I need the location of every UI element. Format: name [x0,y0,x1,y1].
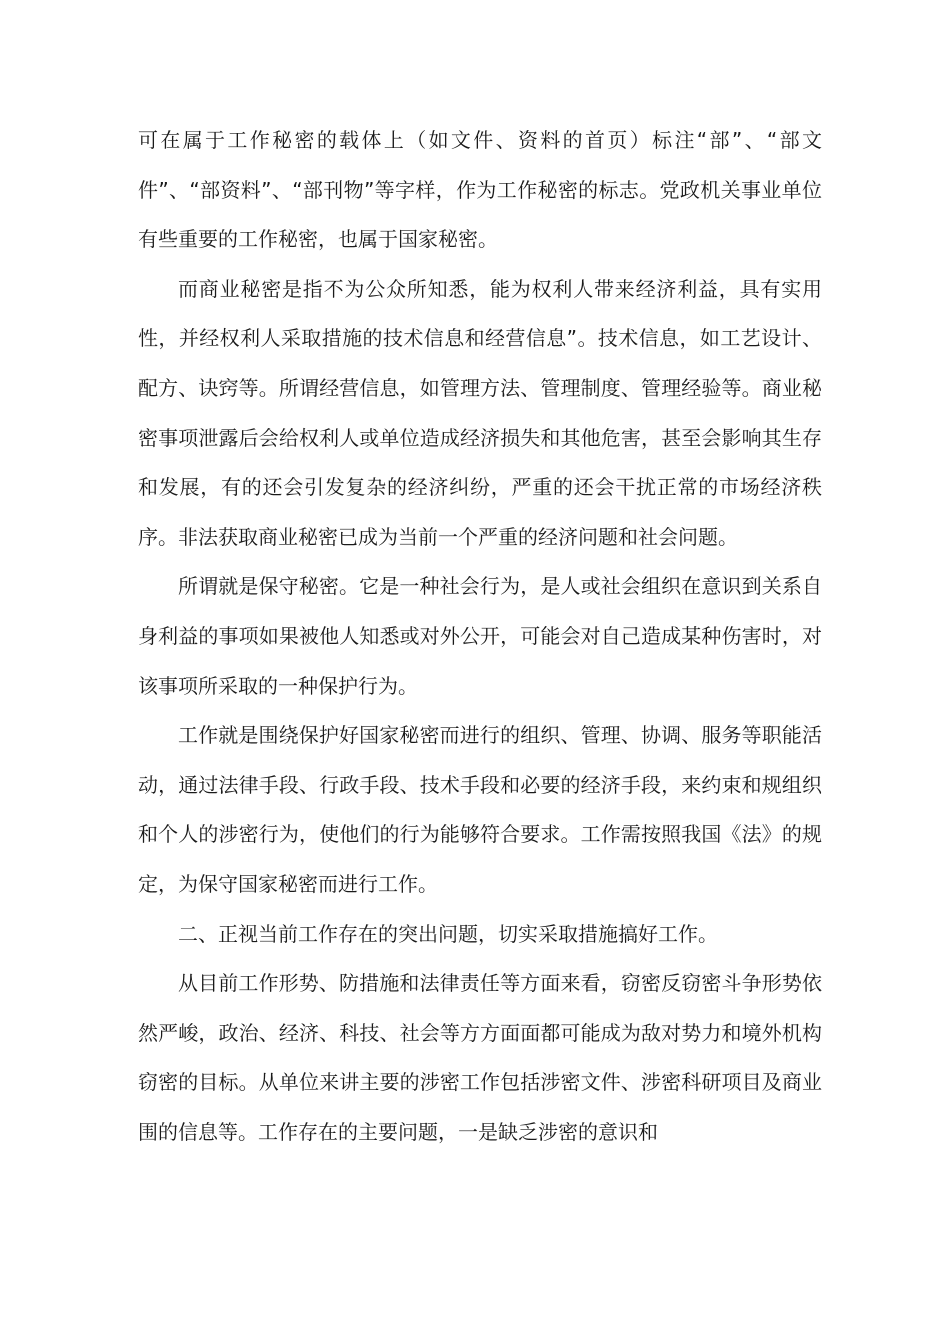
section-heading: 二、正视当前工作存在的突出问题，切实采取措施搞好工作。 [178,921,718,946]
paragraph-work-definition: 工作就是围绕保护好国家秘密而进行的组织、管理、协调、服务等职能活动，通过法律手段、行政手段、技术手段和必要的经济手段，来约束和规组织和个人的涉密行为，使他们的行为能够符合要求。工作需按照我国《法》的规定，为保守国家秘密而进行工作。 [138,723,822,896]
paragraph-current-situation: 从目前工作形势、防措施和法律责任等方面来看，窃密反窃密斗争形势依然严峻，政治、经济、科技、社会等方方面面都可能成为敌对势力和境外机构窃密的目标。从单位来讲主要的涉密工作包括涉密文件、涉密科研项目及商业围的信息等。工作存在的主要问题，一是缺乏涉密的意识和 [138,971,822,1144]
paragraph-confidentiality-definition: 所谓就是保守秘密。它是一种社会行为，是人或社会组织在意识到关系自身利益的事项如果被他人知悉或对外公开，可能会对自己造成某种伤害时，对该事项所采取的一种保护行为。 [138,574,822,698]
paragraph-continuation: 可在属于工作秘密的载体上（如文件、资料的首页）标注“部”、“部文件”、“部资料”、“部刊物”等字样，作为工作秘密的标志。党政机关事业单位有些重要的工作秘密，也属于国家秘密。 [138,128,822,252]
paragraph-trade-secret: 而商业秘密是指不为公众所知悉，能为权利人带来经济利益，具有实用性，并经权利人采取措施的技术信息和经营信息”。技术信息，如工艺设计、配方、诀窍等。所谓经营信息，如管理方法、管理制度、管理经验等。商业秘密事项泄露后会给权利人或单位造成经济损失和其他危害，甚至会影响其生存和发展，有的还会引发复杂的经济纠纷，严重的还会干扰正常的市场经济秩序。非法获取商业秘密已成为当前一个严重的经济问题和社会问题。 [138,276,822,549]
document-body [138,116,822,1157]
